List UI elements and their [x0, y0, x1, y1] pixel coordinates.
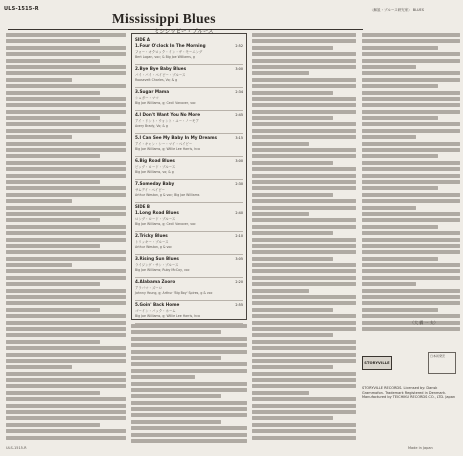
- track-personnel: Big Joe Williams, g; Cecil Vanover, voc: [135, 101, 196, 105]
- track-title: 4.Alabama Zooro: [135, 279, 176, 284]
- logo-text: STORYVILLE: [364, 361, 390, 365]
- liner-notes-column-2: [131, 324, 247, 445]
- track-title-jp: バイ・バイ・ベイビー・ブルース: [135, 73, 186, 77]
- track-title: 1.Four O'clock In The Morning: [135, 43, 206, 48]
- track-list: [131, 33, 247, 320]
- track-title-jp: ロング・ロード・ブルース: [135, 217, 176, 221]
- author-signature: （大 橋 一 夫）: [410, 320, 438, 325]
- stamp-text: 日本初発売: [430, 354, 446, 358]
- liner-notes-column-3: [252, 33, 356, 442]
- track-time: 3:15: [235, 136, 243, 140]
- track-title-jp: トリッキー・ブルース: [135, 240, 169, 244]
- track-personnel: Big Joe Williams, g; Cecil Vanover, voc: [135, 222, 196, 226]
- track-title-jp: フォー・オクロック・イン・ザ・モーニング: [135, 50, 203, 54]
- track-title: 5.I Can See My Baby In My Dreams: [135, 135, 217, 140]
- track-row: [135, 66, 243, 88]
- track-time: 2:10: [235, 234, 243, 238]
- liner-notes-column-1: [6, 33, 126, 442]
- track-row: [135, 233, 243, 255]
- track-row: [135, 112, 243, 134]
- track-title-jp: ゴーイン・バック・ホーム: [135, 309, 176, 313]
- track-row: [135, 135, 243, 157]
- track-title-jp: ライジング・サン・ブルース: [135, 263, 179, 267]
- side-a-label: SIDE A: [135, 37, 150, 42]
- track-title-jp: アイ・ドント・ウォント・ユー・ノーモア: [135, 119, 199, 123]
- track-personnel: Arthur Weston, g & voc; Big Joe Williams: [135, 193, 200, 197]
- track-title: 2.Bye Bye Baby Blues: [135, 66, 187, 71]
- track-time: 2:30: [235, 182, 243, 186]
- storyville-logo: [362, 356, 392, 370]
- track-time: 2:52: [235, 44, 243, 48]
- track-title-jp: シュガー・ママ: [135, 96, 159, 100]
- track-time: 2:20: [235, 280, 243, 284]
- track-title-jp: ビッグ・ロード・ブルース: [135, 165, 176, 169]
- track-title: 4.I Don't Want You No More: [135, 112, 201, 117]
- track-row: [135, 210, 243, 232]
- track-personnel: Big Joe Williams, vo; & g: [135, 170, 174, 174]
- title-bar: [8, 5, 363, 35]
- label-credit: STORYVILLE RECORDS. Licensed by: Dansk Grammofon. Trademark Registered in Denmark. Manufactured by TEICHIKU RECORDS CO., LTD. Japan: [362, 386, 456, 400]
- track-row: [135, 181, 243, 203]
- track-personnel: Roosevelt Charles, Vo; & g: [135, 78, 178, 82]
- track-time: 3:05: [235, 257, 243, 261]
- track-time: 2:55: [235, 303, 243, 307]
- track-row: [135, 302, 243, 324]
- track-title-jp: アラバマ・ズーロ: [135, 286, 162, 290]
- track-time: 2:34: [235, 90, 243, 94]
- catalog-number: ULS-1515-R: [4, 6, 39, 12]
- track-title: 3.Sugar Mama: [135, 89, 170, 94]
- track-title-jp: サムデイ・ベイビー: [135, 188, 165, 192]
- track-personnel: Big Joe Williams; Ruby McCoy, voc: [135, 268, 190, 272]
- track-personnel: Johnny Young, g; Arthur 'Big Boy' Spires, g & voc: [135, 291, 213, 295]
- track-title-jp: アイ・キャン・シー・マイ・ベイビー: [135, 142, 193, 146]
- track-time: 3:00: [235, 159, 243, 163]
- track-title: 6.Big Road Blues: [135, 158, 175, 163]
- track-time: 2:45: [235, 113, 243, 117]
- track-title: 7.Someday Baby: [135, 181, 175, 186]
- track-time: 3:00: [235, 67, 243, 71]
- track-row: [135, 158, 243, 180]
- side-b-label: SIDE B: [135, 204, 150, 209]
- track-title: 5.Goin' Back Home: [135, 302, 180, 307]
- made-in-note: Made in Japan: [408, 446, 433, 450]
- track-row: [135, 43, 243, 65]
- credit-note: 〈解説・ブルース研究家〉 BLUES: [370, 8, 424, 12]
- track-title: 3.Rising Sun Blues: [135, 256, 179, 261]
- stamp-box: [428, 352, 456, 374]
- track-row: [135, 256, 243, 278]
- bottom-catalog-code: ULS-1515-R: [6, 446, 27, 450]
- track-personnel: Big Joe Williams, g; Willie Lee Harris, hca: [135, 314, 200, 318]
- album-title-jp: ミシシッピー・ブルース: [154, 29, 214, 35]
- track-personnel: Bert Logan, voc; & Big Joe Williams, g: [135, 55, 195, 59]
- track-time: 2:40: [235, 211, 243, 215]
- track-personnel: Avery Brady, Vo; & g: [135, 124, 168, 128]
- track-row: [135, 279, 243, 301]
- track-title: 2.Tricky Blues: [135, 233, 168, 238]
- track-title: 1.Long Road Blues: [135, 210, 179, 215]
- liner-notes-column-4: [362, 33, 460, 333]
- album-title: Mississippi Blues: [112, 11, 216, 26]
- track-personnel: Big Joe Williams, g; Willie Lee Harris, hca: [135, 147, 200, 151]
- track-row: [135, 89, 243, 111]
- track-personnel: Arthur Weston, g & voc: [135, 245, 173, 249]
